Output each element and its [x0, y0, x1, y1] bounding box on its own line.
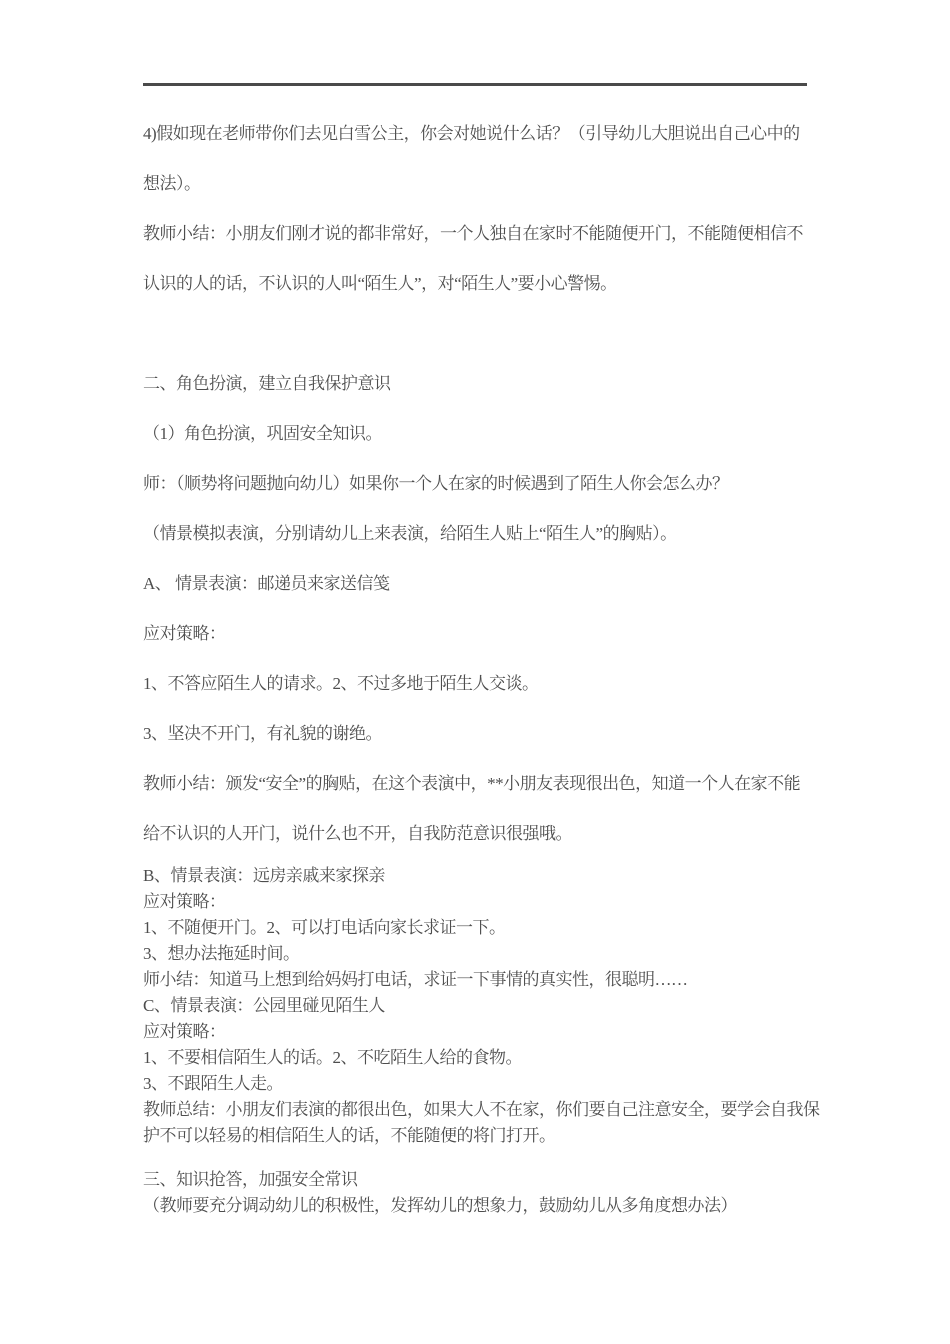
text-line: 想法）。 [143, 174, 201, 193]
text-line: （教师要充分调动幼儿的积极性，发挥幼儿的想象力，鼓励幼儿从多角度想办法） [143, 1196, 737, 1215]
text-line: 师小结：知道马上想到给妈妈打电话，求证一下事情的真实性，很聪明…… [143, 970, 688, 989]
text-line: 护不可以轻易的相信陌生人的话，不能随便的将门打开。 [143, 1126, 556, 1145]
text-line: 应对策略： [143, 892, 226, 911]
horizontal-rule [143, 83, 807, 86]
text-line: 4)假如现在老师带你们去见白雪公主，你会对她说什么话？（引导幼儿大胆说出自己心中的 [143, 124, 800, 143]
text-line: 应对策略： [143, 624, 226, 643]
text-line: C、情景表演：公园里碰见陌生人 [143, 996, 385, 1015]
text-line: B、情景表演：远房亲戚来家探亲 [143, 866, 385, 885]
text-line: 认识的人的话，不认识的人叫“陌生人”，对“陌生人”要小心警惕。 [143, 274, 617, 293]
text-line: 三、知识抢答，加强安全常识 [143, 1170, 358, 1189]
paragraph-block-intro [143, 109, 843, 309]
text-line: 1、不答应陌生人的请求。2、不过多地于陌生人交谈。 [143, 674, 539, 693]
text-line: 3、想办法拖延时间。 [143, 944, 300, 963]
text-line: 3、坚决不开门，有礼貌的谢绝。 [143, 724, 382, 743]
text-line: 教师总结：小朋友们表演的都很出色，如果大人不在家，你们要自己注意安全，要学会自我保 [143, 1100, 820, 1119]
text-line: 应对策略： [143, 1022, 226, 1041]
paragraph-block-section-three [143, 1167, 843, 1219]
text-line: （情景模拟表演，分别请幼儿上来表演，给陌生人贴上“陌生人”的胸贴）。 [143, 524, 677, 543]
text-line: A、 情景表演：邮递员来家送信笺 [143, 574, 390, 593]
text-line: （1）角色扮演，巩固安全知识。 [143, 424, 382, 443]
paragraph-block-scenes-bc [143, 863, 843, 1149]
text-line: 师：（顺势将问题抛向幼儿）如果你一个人在家的时候遇到了陌生人你会怎么办？ [143, 474, 729, 493]
text-line: 二、角色扮演，建立自我保护意识 [143, 374, 391, 393]
document-content [143, 109, 843, 1219]
text-line: 给不认识的人开门，说什么也不开，自我防范意识很强哦。 [143, 824, 572, 843]
text-line: 1、不随便开门。2、可以打电话向家长求证一下。 [143, 918, 506, 937]
text-line: 教师小结：颁发“安全”的胸贴，在这个表演中，**小朋友表现很出色，知道一个人在家不能 [143, 774, 801, 793]
text-line: 3、不跟陌生人走。 [143, 1074, 283, 1093]
text-line: 教师小结：小朋友们刚才说的都非常好，一个人独自在家时不能随便开门，不能随便相信不 [143, 224, 803, 243]
paragraph-block-section-two [143, 359, 843, 859]
text-line: 1、不要相信陌生人的话。2、不吃陌生人给的食物。 [143, 1048, 522, 1067]
